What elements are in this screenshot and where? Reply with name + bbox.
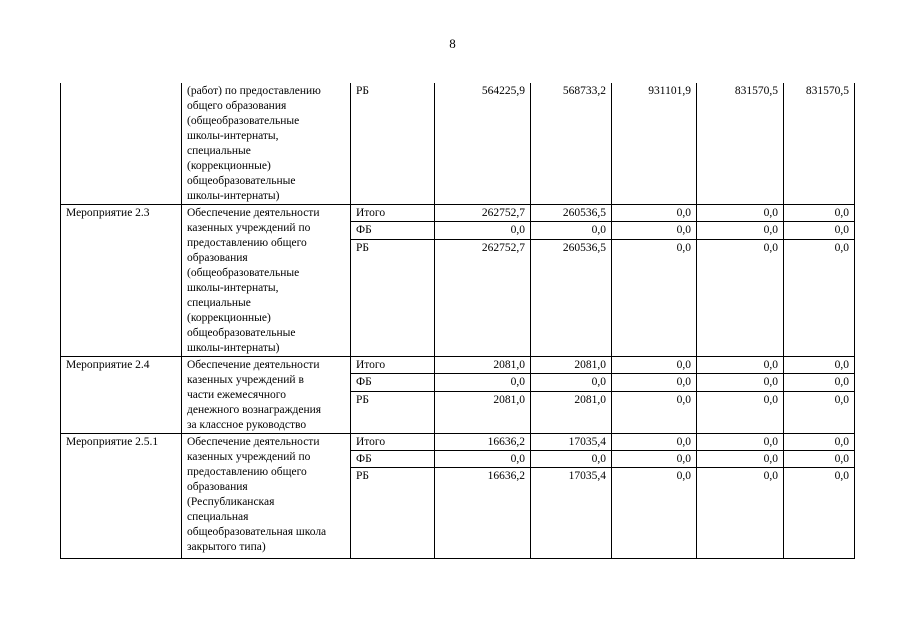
- page-number: 8: [449, 36, 456, 51]
- amount-cell: 564225,9: [435, 83, 531, 205]
- funding-source-cell: Итого: [351, 434, 435, 451]
- measure-name-cell: [61, 83, 182, 205]
- funding-source-cell: РБ: [351, 391, 435, 433]
- funding-source-cell: Итого: [351, 205, 435, 222]
- amount-cell: 17035,4: [531, 434, 612, 451]
- amount-cell: 0,0: [612, 391, 697, 433]
- amount-cell: 0,0: [612, 468, 697, 559]
- funding-source-cell: ФБ: [351, 451, 435, 468]
- amount-cell: 2081,0: [531, 391, 612, 433]
- amount-cell: 262752,7: [435, 205, 531, 222]
- measure-name-cell: Мероприятие 2.4: [61, 357, 182, 434]
- funding-source-cell: ФБ: [351, 222, 435, 239]
- amount-cell: 0,0: [697, 374, 784, 391]
- amount-cell: 0,0: [784, 357, 855, 374]
- budget-table-body: [61, 83, 855, 559]
- amount-cell: 262752,7: [435, 239, 531, 356]
- amount-cell: 0,0: [612, 434, 697, 451]
- funding-source-cell: ФБ: [351, 374, 435, 391]
- amount-cell: 0,0: [784, 374, 855, 391]
- amount-cell: 0,0: [612, 205, 697, 222]
- amount-cell: 568733,2: [531, 83, 612, 205]
- measure-description-cell: Обеспечение деятельности казенных учреждений по предоставлению общего образования (общеобразовательные школы-интернаты, специальные (коррекционные) общеобразовательные школы-интернаты): [182, 205, 351, 357]
- amount-cell: 0,0: [784, 451, 855, 468]
- funding-source-cell: РБ: [351, 239, 435, 356]
- amount-cell: 831570,5: [697, 83, 784, 205]
- amount-cell: 2081,0: [435, 357, 531, 374]
- amount-cell: 0,0: [784, 205, 855, 222]
- amount-cell: 0,0: [697, 468, 784, 559]
- amount-cell: 0,0: [435, 451, 531, 468]
- amount-cell: 0,0: [784, 239, 855, 356]
- amount-cell: 0,0: [531, 374, 612, 391]
- measure-description-cell: Обеспечение деятельности казенных учреждений по предоставлению общего образования (Республиканская специальная общеобразовательная школа закрытого типа): [182, 434, 351, 559]
- table-row: [61, 205, 855, 222]
- amount-cell: 0,0: [697, 357, 784, 374]
- table-row: [61, 83, 855, 205]
- amount-cell: 0,0: [697, 205, 784, 222]
- amount-cell: 0,0: [697, 239, 784, 356]
- amount-cell: 0,0: [784, 391, 855, 433]
- measure-name-cell: Мероприятие 2.5.1: [61, 434, 182, 559]
- amount-cell: 0,0: [612, 357, 697, 374]
- amount-cell: 260536,5: [531, 205, 612, 222]
- amount-cell: 0,0: [612, 222, 697, 239]
- measure-name-cell: Мероприятие 2.3: [61, 205, 182, 357]
- funding-source-cell: Итого: [351, 357, 435, 374]
- table-row: [61, 434, 855, 451]
- amount-cell: 831570,5: [784, 83, 855, 205]
- amount-cell: 0,0: [697, 451, 784, 468]
- amount-cell: 0,0: [612, 239, 697, 356]
- measure-description-cell: Обеспечение деятельности казенных учреждений в части ежемесячного денежного вознаграждения за классное руководство: [182, 357, 351, 434]
- amount-cell: 260536,5: [531, 239, 612, 356]
- amount-cell: 0,0: [697, 222, 784, 239]
- amount-cell: 0,0: [531, 451, 612, 468]
- measure-description-cell: (работ) по предоставлению общего образования (общеобразовательные школы-интернаты, специальные (коррекционные) общеобразовательные школы-интернаты): [182, 83, 351, 205]
- amount-cell: 0,0: [697, 391, 784, 433]
- table-row: [61, 357, 855, 374]
- amount-cell: 2081,0: [435, 391, 531, 433]
- amount-cell: 0,0: [435, 222, 531, 239]
- amount-cell: 0,0: [697, 434, 784, 451]
- budget-table: [60, 83, 855, 559]
- amount-cell: 0,0: [531, 222, 612, 239]
- amount-cell: 16636,2: [435, 468, 531, 559]
- funding-source-cell: РБ: [351, 468, 435, 559]
- amount-cell: 0,0: [784, 222, 855, 239]
- amount-cell: 0,0: [784, 434, 855, 451]
- amount-cell: 0,0: [612, 451, 697, 468]
- amount-cell: 0,0: [612, 374, 697, 391]
- funding-source-cell: РБ: [351, 83, 435, 205]
- amount-cell: 17035,4: [531, 468, 612, 559]
- amount-cell: 931101,9: [612, 83, 697, 205]
- amount-cell: 2081,0: [531, 357, 612, 374]
- amount-cell: 0,0: [435, 374, 531, 391]
- amount-cell: 0,0: [784, 468, 855, 559]
- amount-cell: 16636,2: [435, 434, 531, 451]
